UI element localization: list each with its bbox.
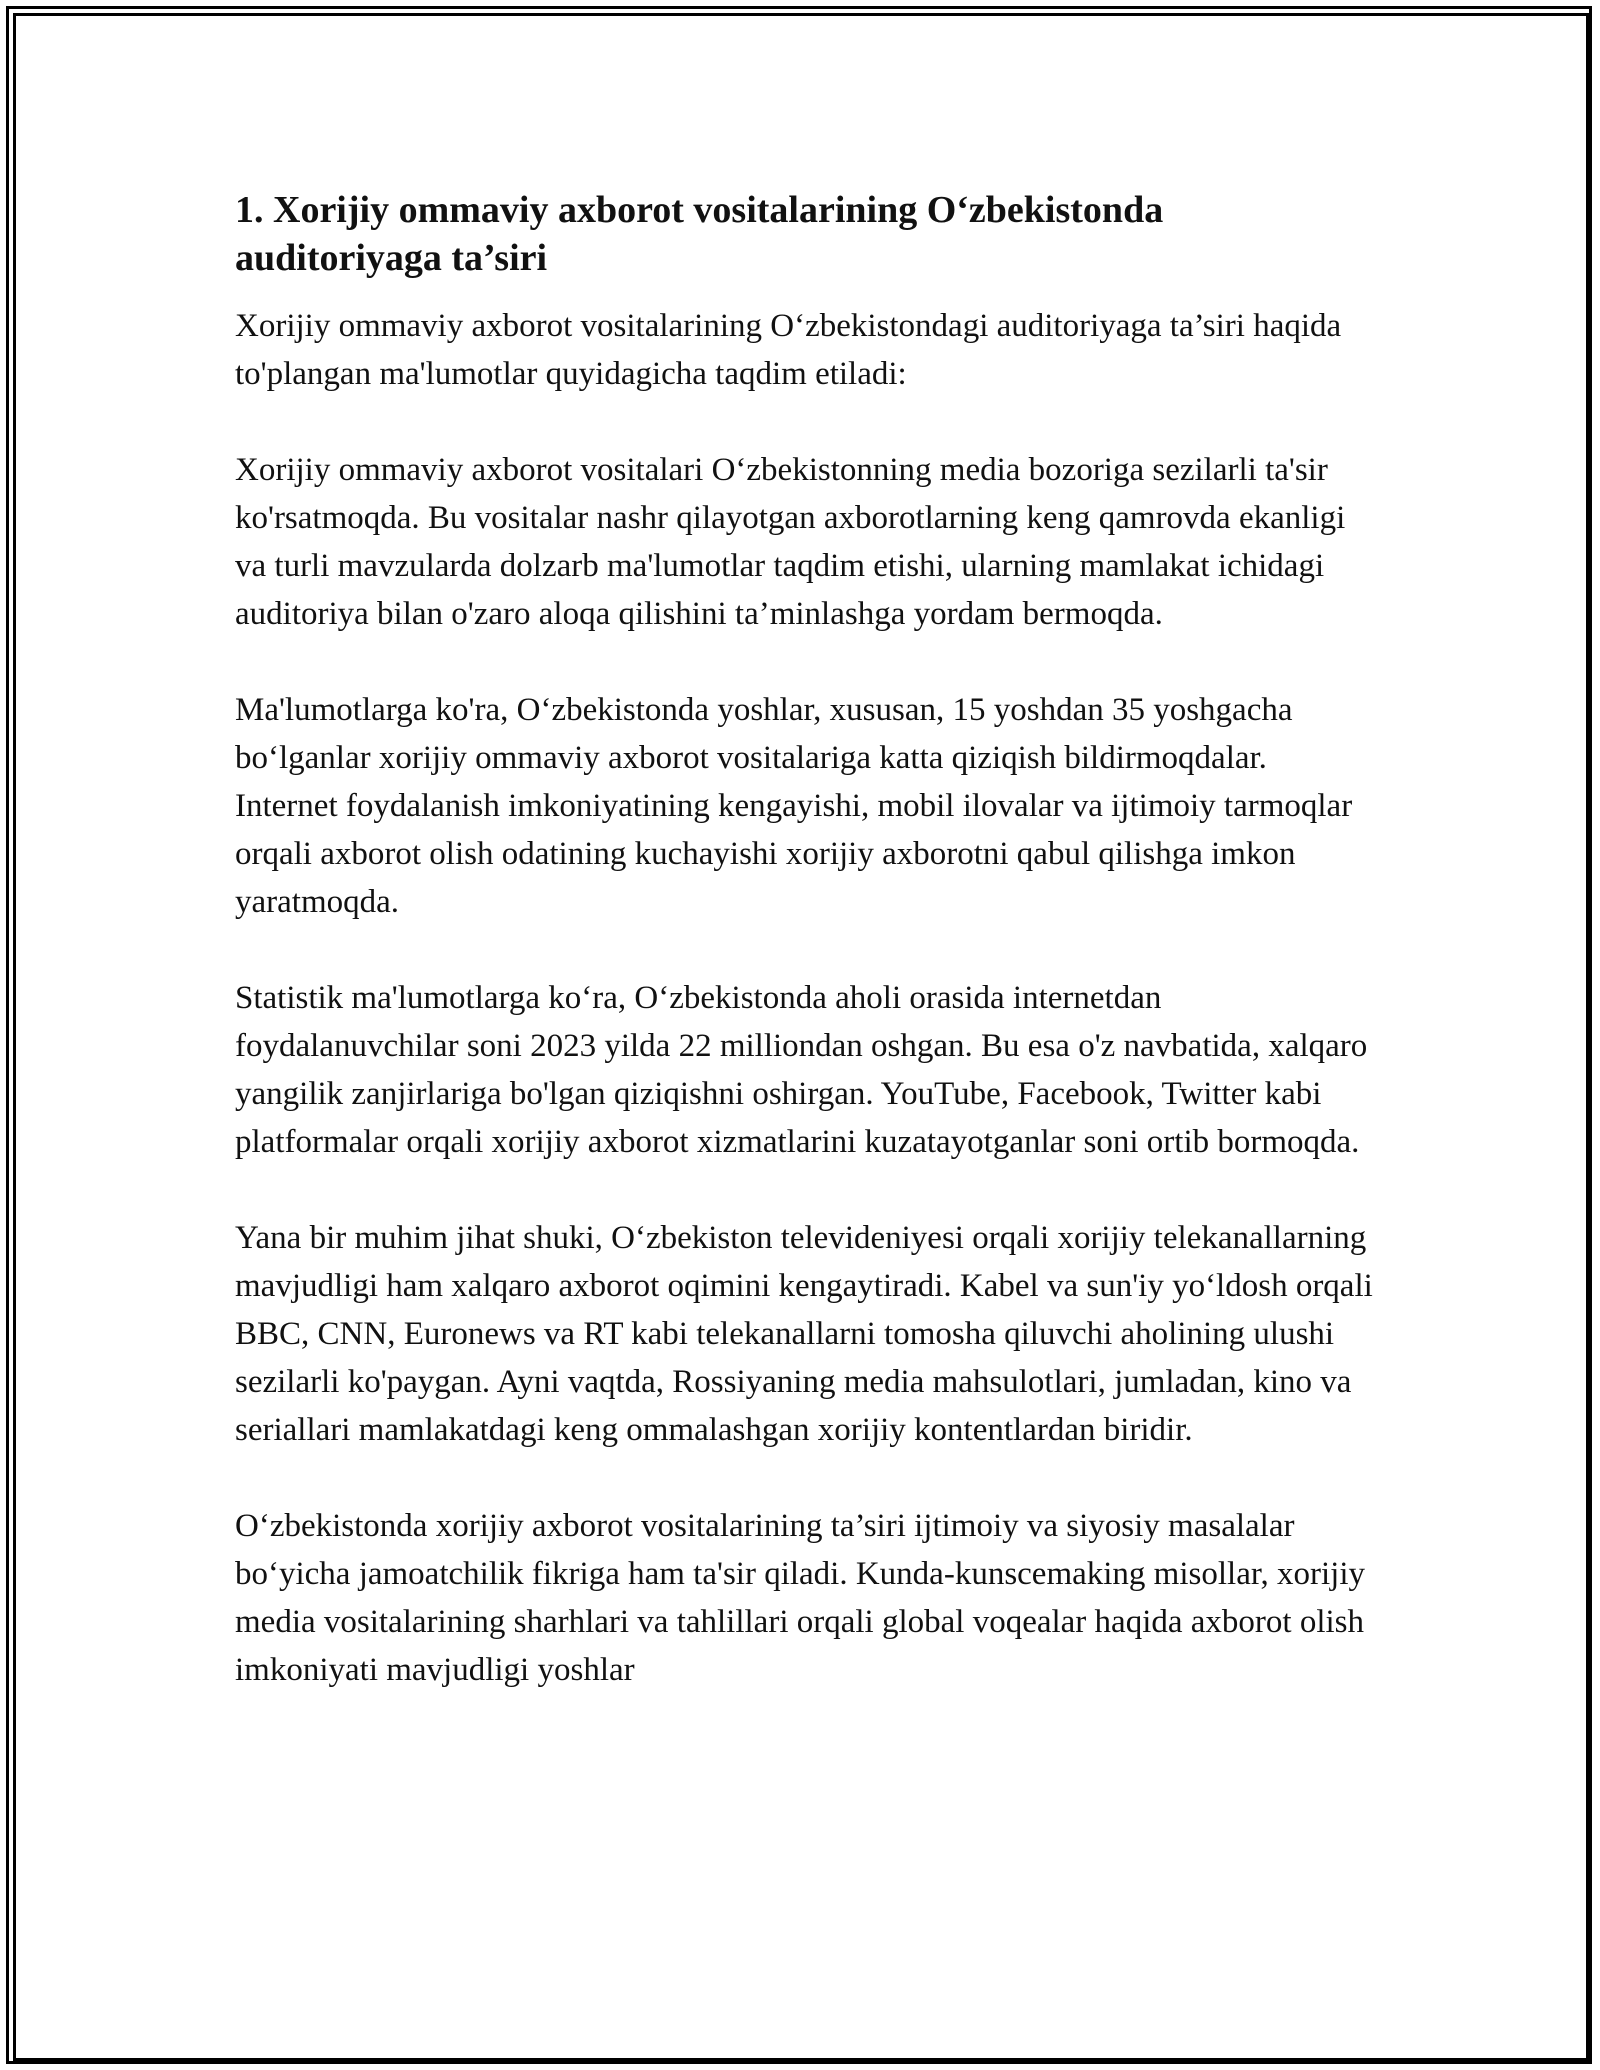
paragraph-youth-interest: Ma'lumotlarga ko'ra, O‘zbekistonda yoshlar, xususan, 15 yoshdan 35 yoshgacha bo‘lganlar xorijiy ommaviy axborot vositalariga katta qiziqish bildirmoqdalar. Internet foydalanish imkoniyatining kengayishi, mobil ilovalar va ijtimoiy tarmoqlar orqali axborot olish odatining kuchayishi xorijiy axborotni qabul qilishga imkon yaratmoqda. xyxy=(235,692,1353,920)
paragraph-media-market: Xorijiy ommaviy axborot vositalari O‘zbekistonning media bozoriga sezilarli ta'sir ko'rsatmoqda. Bu vositalar nashr qilayotgan axborotlarning keng qamrovda ekanligi va turli mavzularda dolzarb ma'lumotlar taqdim etishi, ularning mamlakat ichidagi auditoriya bilan o'zaro aloqa qilishini ta’minlashga yordam bermoqda. xyxy=(235,452,1346,632)
paragraph-intro: Xorijiy ommaviy axborot vositalarining O‘zbekistondagi auditoriyaga ta’siri haqida to'plangan ma'lumotlar quyidagicha taqdim etiladi: xyxy=(235,308,1342,392)
paragraph-public-opinion: O‘zbekistonda xorijiy axborot vositalarining ta’siri ijtimoiy va siyosiy masalalar bo‘yicha jamoatchilik fikriga ham ta'sir qiladi. Kunda-kunscemaking misollar, xorijiy media vositalarining sharhlari va tahlillari orqali global voqealar haqida axborot olish imkoniyati mavjudligi yoshlar xyxy=(235,1508,1366,1688)
document-body xyxy=(235,186,1375,1694)
paragraph-television: Yana bir muhim jihat shuki, O‘zbekiston televideniyesi orqali xorijiy telekanallarning mavjudligi ham xalqaro axborot oqimini kengaytiradi. Kabel va sun'iy yo‘ldosh orqali BBC, CNN, Euronews va RT kabi telekanallarni tomosha qiluvchi aholining ulushi sezilarli ko'paygan. Ayni vaqtda, Rossiyaning media mahsulotlari, jumladan, kino va seriallari mamlakatdagi keng ommalashgan xorijiy kontentlardan biridir. xyxy=(235,1220,1373,1448)
section-heading: 1. Xorijiy ommaviy axborot vositalarining O‘zbekistonda auditoriyaga ta’siri xyxy=(235,189,1164,279)
paragraph-internet-statistics: Statistik ma'lumotlarga ko‘ra, O‘zbekistonda aholi orasida internetdan foydalanuvchilar soni 2023 yilda 22 milliondan oshgan. Bu esa o'z navbatida, xalqaro yangilik zanjirlariga bo'lgan qiziqishni oshirgan. YouTube, Facebook, Twitter kabi platformalar orqali xorijiy axborot xizmatlarini kuzatayotganlar soni ortib bormoqda. xyxy=(235,980,1368,1160)
